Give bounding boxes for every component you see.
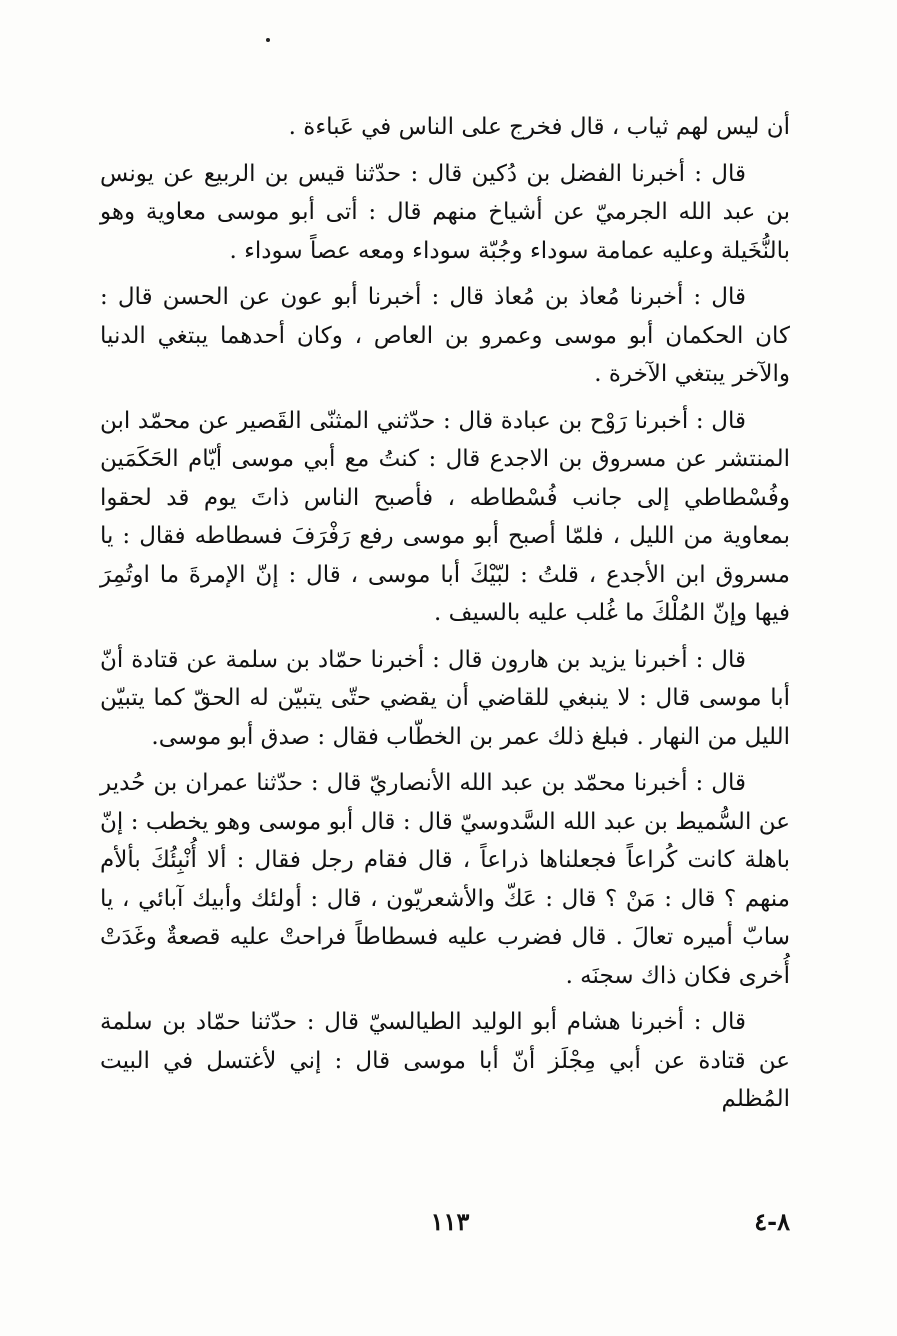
ink-speck bbox=[266, 38, 270, 42]
paragraph-3: قال : أخبرنا مُعاذ بن مُعاذ قال : أخبرنا أبو عون عن الحسن قال : كان الحكمان أبو موسى وعمرو بن العاص ، وكان أحدهما يبتغي الدنيا والآخر يبتغي الآخرة . bbox=[100, 284, 790, 387]
paragraph-1: أن ليس لهم ثياب ، قال فخرج على الناس في عَباءة . bbox=[288, 114, 790, 140]
page-footer bbox=[100, 1207, 790, 1247]
page-number: ١١٣ bbox=[430, 1207, 470, 1236]
paragraph-6: قال : أخبرنا محمّد بن عبد الله الأنصاريّ قال : حدّثنا عمران بن حُدير عن السُّميط بن عبد الله السَّدوسيّ قال : قال أبو موسى وهو يخطب : إنّ باهلة كانت كُراعاً فجعلناها ذراعاً ، قال فقام رجل فقال : ألا أُنْبِئُكَ بألأم منهم ؟ قال : مَنْ ؟ قال : عَكّ والأشعريّون ، قال : أولئك وأبيك آبائي ، يا سابّ أميره تعالَ . قال فضرب عليه فسطاطاً فراحتْ عليه قصعةٌ وغَدَتْ أُخرى فكان ذاك سجنَه . bbox=[100, 770, 790, 989]
paragraph-4: قال : أخبرنا رَوْح بن عبادة قال : حدّثني المثنّى القَصير عن محمّد ابن المنتشر عن مسروق بن الاجدع قال : كنتُ مع أبي موسى أيّام الحَكَمَين وفُسْطاطي إلى جانب فُسْطاطه ، فأصبح الناس ذاتَ يوم قد لحقوا بمعاوية من الليل ، فلمّا أصبح أبو موسى رفع رَفْرَفَ فسطاطه فقال : يا مسروق ابن الأجدع ، قلتُ : لبّيْكَ أبا موسى ، قال : إنّ الإمرةَ ما اوتُمِرَ فيها وإنّ المُلْكَ ما غُلب عليه بالسيف . bbox=[100, 407, 790, 626]
signature-mark: ٨-٤ bbox=[754, 1207, 790, 1236]
paragraph-2: قال : أخبرنا الفضل بن دُكين قال : حدّثنا قيس بن الربيع عن يونس بن عبد الله الجرميّ عن أشياخ منهم قال : أتى أبو موسى معاوية وهو بالنُّخَيلة وعليه عمامة سوداء وجُبّة سوداء ومعه عصاً سوداء . bbox=[100, 160, 790, 264]
paragraph-7: قال : أخبرنا هشام أبو الوليد الطيالسيّ قال : حدّثنا حمّاد بن سلمة عن قتادة عن أبي مِجْلَز أنّ أبا موسى قال : إني لأغتسل في البيت المُظلم bbox=[100, 1009, 790, 1112]
paragraph-5: قال : أخبرنا يزيد بن هارون قال : أخبرنا حمّاد بن سلمة عن قتادة أنّ أبا موسى قال : لا ينبغي للقاضي أن يقضي حتّى يتبيّن له الحقّ كما يتبيّن الليل من النهار . فبلغ ذلك عمر بن الخطّاب فقال : صدق أبو موسى. bbox=[100, 646, 790, 750]
body-text bbox=[100, 108, 790, 1119]
